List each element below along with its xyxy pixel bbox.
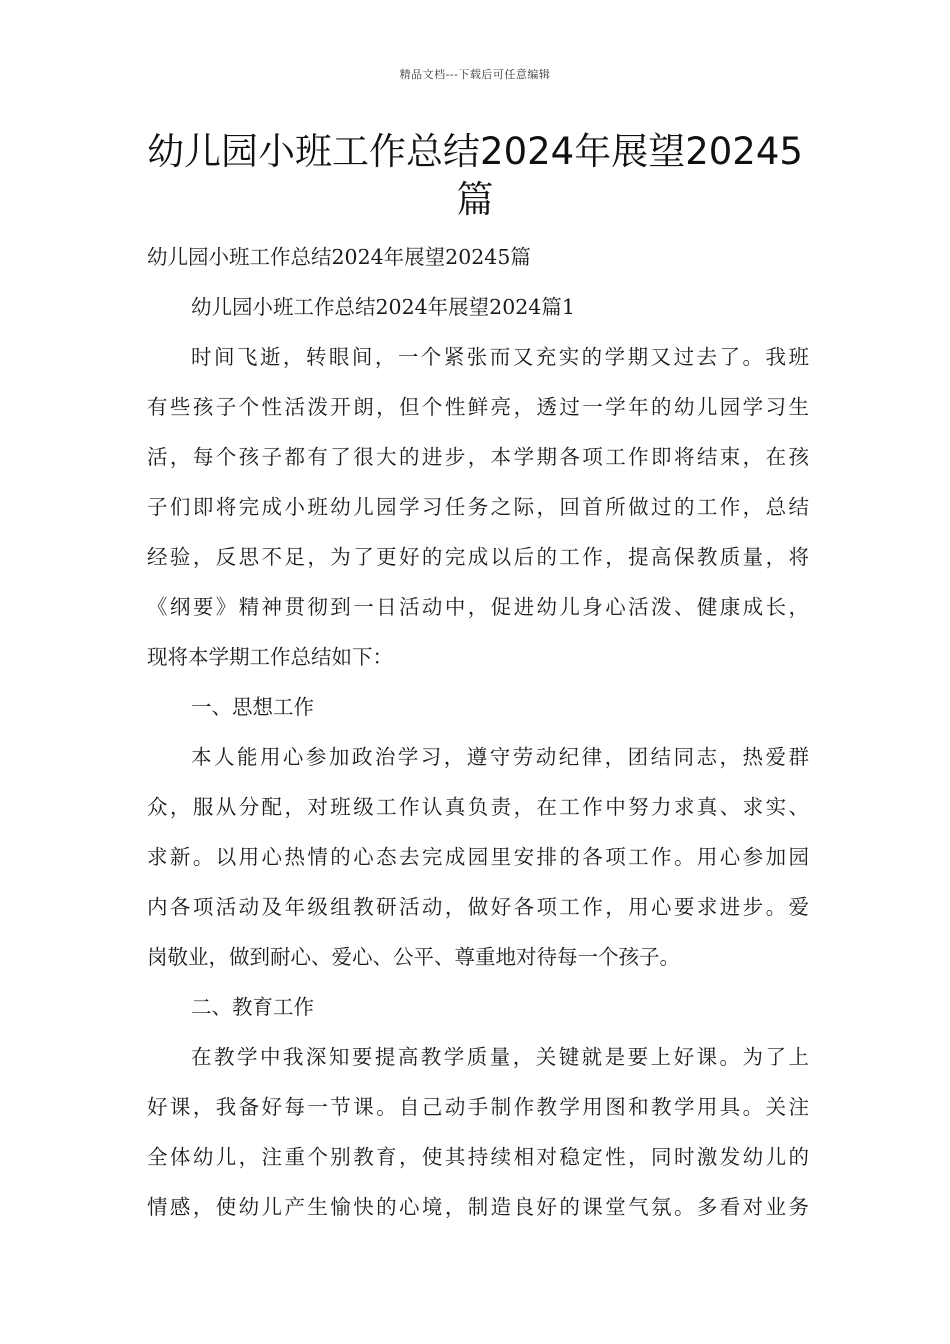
paragraph-line: 众，服从分配，对班级工作认真负责，在工作中努力求真、求实、 [147, 795, 809, 819]
paragraph-line: 求新。以用心热情的心态去完成园里安排的各项工作。用心参加园 [147, 845, 809, 869]
paragraph-line: 二、教育工作 [191, 995, 314, 1019]
paragraph-line: 幼儿园小班工作总结2024年展望2024篇1 [191, 295, 575, 319]
paragraph-line: 经验，反思不足，为了更好的完成以后的工作，提高保教质量，将 [147, 545, 809, 569]
paragraph-line: 情感，使幼儿产生愉快的心境，制造良好的课堂气氛。多看对业务 [147, 1195, 809, 1219]
paragraph-line: 活，每个孩子都有了很大的进步，本学期各项工作即将结束，在孩 [147, 445, 809, 469]
paragraph-line: 幼儿园小班工作总结2024年展望20245篇 [147, 245, 531, 269]
paragraph-line: 有些孩子个性活泼开朗，但个性鲜亮，透过一学年的幼儿园学习生 [147, 395, 809, 419]
paragraph-line: 现将本学期工作总结如下： [147, 645, 393, 669]
paragraph-line: 岗敬业，做到耐心、爱心、公平、尊重地对待每一个孩子。 [147, 945, 680, 969]
page-header-note: 精品文档---下载后可任意编辑 [399, 68, 551, 81]
document-body [147, 232, 809, 1232]
paragraph-line: 好课，我备好每一节课。自己动手制作教学用图和教学用具。关注 [147, 1095, 809, 1119]
paragraph-line: 全体幼儿，注重个别教育，使其持续相对稳定性，同时激发幼儿的 [147, 1145, 809, 1169]
paragraph-line: 一、思想工作 [191, 695, 314, 719]
paragraph-line: 时间飞逝，转眼间，一个紧张而又充实的学期又过去了。我班 [191, 345, 809, 369]
paragraph-line: 内各项活动及年级组教研活动，做好各项工作，用心要求进步。爱 [147, 895, 809, 919]
paragraph-line: 子们即将完成小班幼儿园学习任务之际，回首所做过的工作，总结 [147, 495, 809, 519]
paragraph-line: 本人能用心参加政治学习，遵守劳动纪律，团结同志，热爱群 [191, 745, 809, 769]
paragraph-line: 《纲要》精神贯彻到一日活动中，促进幼儿身心活泼、健康成长， [147, 595, 809, 619]
paragraph-line: 在教学中我深知要提高教学质量，关键就是要上好课。为了上 [191, 1045, 809, 1069]
document-title: 幼儿园小班工作总结2024年展望20245篇 [147, 130, 803, 221]
